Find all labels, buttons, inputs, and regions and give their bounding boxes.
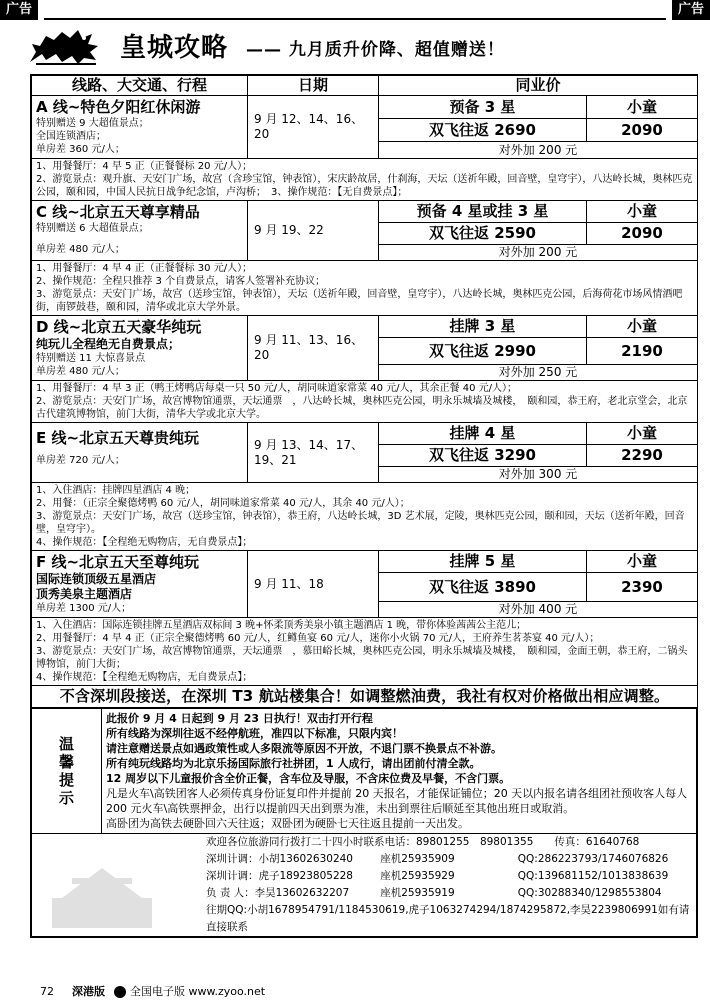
tips-label-char-2: 馨 (58, 753, 74, 771)
top-rule (44, 18, 666, 20)
header (0, 22, 710, 70)
route-a-single: 单房差 360 元/人； (36, 144, 125, 155)
table-header-row (32, 76, 698, 96)
route-f-info (32, 551, 248, 618)
route-e-dates: 9 月 13、14、17、19、21 (248, 423, 379, 483)
route-f-extra: 对外加 400 元 (379, 601, 698, 617)
contact-2-name: 深圳计调：虎子18923805228 (206, 870, 353, 882)
route-d-dates: 9 月 11、13、16、20 (248, 316, 379, 381)
contact-1-qq: QQ:286223793/1746076826 (517, 853, 669, 865)
column-header-price: 同业价 (379, 76, 698, 96)
route-a-name: A 线~特色夕阳红休闲游 (36, 98, 201, 116)
route-d-info (32, 316, 248, 381)
route-d-child-label: 小童 (587, 316, 698, 338)
edition-website: 全国电子版 www.zyoo.net (130, 985, 266, 998)
tips-row (32, 709, 697, 834)
page-footer (0, 983, 710, 1000)
tip-line-7: 高卧团为高铁去硬卧回六天往返；双卧团为硬卧七天往返且提前一天出发。 (106, 817, 469, 830)
tips-content (102, 709, 697, 834)
route-e-adult-price: 双飞往返 3290 (379, 445, 587, 467)
route-f-detail-2: 2、用餐餐厅：4 早 4 正（正宗全聚德烤鸭 60 元/人，红鳟鱼宴 60 元/人，迷你小火锅 70 元/人，王府养生茗茶宴 40 元/人）； (36, 633, 600, 644)
route-a-note-2: 全国连锁酒店； (36, 131, 106, 142)
qilin-logo-icon (26, 24, 106, 68)
route-f-adult-price: 双飞往返 3890 (379, 573, 587, 601)
route-d-detail-1: 1、用餐餐厅：4 早 3 正（鸭王烤鸭店每桌一只 50 元/人，胡同味道家常菜 40 元/人，其余正餐 40 元/人）； (36, 383, 517, 394)
route-c-note-1: 特别赠送 6 大超值景点； (36, 223, 149, 234)
route-a-details (32, 159, 698, 201)
route-d-sub: 纯玩儿全程绝无自费景点； (36, 337, 181, 351)
route-f-row (32, 551, 698, 573)
route-c-child-price: 2090 (587, 223, 698, 245)
route-a-adult-price: 双飞往返 2690 (379, 119, 587, 142)
route-e-child-label: 小童 (587, 423, 698, 445)
route-e-detail-3: 3、游览景点：天安门广场，故宫（送珍宝馆，钟表馆），恭王府，八达岭长城，3D 艺术展，定陵，奥林匹克公园，颐和园，天坛（送祈年殿，回音壁，皇穹宇）。 (36, 511, 685, 535)
route-d-extra: 对外加 250 元 (379, 364, 698, 380)
route-c-detail-1: 1、用餐餐厅：4 早 4 正（正餐餐标 30 元/人）； (36, 263, 253, 274)
route-e-detail-2: 2、用餐：（正宗全聚德烤鸭 60 元/人，胡同味道家常菜 40 元/人，其余 40 元/人）； (36, 498, 410, 509)
edition-badge-icon (114, 986, 126, 998)
route-d-row (32, 316, 698, 338)
route-f-detail-3: 3、游览景点：天安门广场，故宫博物馆通票，天坛通票 ，慕田峪长城，奥林匹克公园，明永乐城墙及城楼， 颐和园，金面王朝，恭王府，二锅头博物馆，前门大街； (36, 646, 688, 670)
ad-tag-right: 广告 (672, 0, 710, 20)
tip-line-6: 凡是火车\高铁团客人必须传真身份证复印件并提前 20 天报名，才能保证铺位；20 天以内报名请各组团社预收客人每人 200 元火车\高铁票押金，出行以提前四天出到票为准，未出到票往后顺延至其他出班日或取消。 (106, 787, 688, 815)
contact-past-qq: 往期QQ:小胡1678954791/1184530619,虎子1063274294/1874295872,李昊2239806991如有请直接联系 (206, 904, 690, 933)
route-d-detail-2: 2、游览景点：天安门广场，故宫博物馆通票，天坛通票 ，八达岭长城，奥林匹克公园，明永乐城墙及城楼， 颐和园，恭王府，老北京堂会，北京古代建筑博物馆，前门大街，清华大学或北京大学。 (36, 396, 688, 420)
price-table (30, 74, 698, 938)
route-a-extra: 对外加 200 元 (379, 142, 698, 159)
column-header-route: 线路、大交通、行程 (32, 76, 248, 96)
route-f-single: 单房差 1300 元/人； (36, 603, 132, 614)
route-d-single: 单房差 480 元/人； (36, 366, 125, 377)
route-f-details (32, 618, 698, 686)
contact-3-qq: QQ:30288340/1298553804 (517, 887, 662, 899)
route-c-adult-price: 双飞往返 2590 (379, 223, 587, 245)
route-e-name: E 线~北京五天尊贵纯玩 (36, 429, 200, 447)
contact-welcome: 欢迎各位旅游同行拨打二十四小时联系电话：89801255 89801355 传真：61640768 (206, 836, 640, 848)
route-e-detail-4: 4、操作规范：【全程绝无购物店，无自费景点】； (36, 537, 253, 548)
route-f-name: F 线~北京五天至尊纯玩 (36, 553, 200, 571)
route-f-child-price: 2390 (587, 573, 698, 601)
route-c-child-label: 小童 (587, 201, 698, 223)
route-a-note-1: 特别赠送 9 大超值景点； (36, 118, 149, 129)
route-a-child-label: 小童 (587, 96, 698, 119)
route-d-std: 挂牌 3 星 (379, 316, 587, 338)
tips-label-char-3: 提 (58, 771, 74, 789)
tips-label-char-1: 温 (58, 735, 74, 753)
contact-2-qq: QQ:139681152/1013838639 (517, 870, 669, 882)
route-c-name: C 线~北京五天尊享精品 (36, 203, 200, 221)
route-f-detail-4: 4、操作规范：【全程绝无购物店，无自费景点】； (36, 672, 253, 683)
tip-line-5: 12 周岁以下儿童报价含全价正餐，含车位及导服，不含床位费及早餐，不含门票。 (106, 772, 511, 785)
route-c-dates: 9 月 19、22 (248, 201, 379, 261)
route-f-std: 挂牌 5 星 (379, 551, 587, 573)
route-a-row (32, 96, 698, 119)
route-c-extra: 对外加 200 元 (379, 245, 698, 261)
tip-line-4: 所有纯玩线路均为北京乐扬国际旅行社拼团，1 人成行，请出团前付清全款。 (106, 757, 481, 770)
contact-block (32, 834, 697, 937)
column-header-date: 日期 (248, 76, 379, 96)
route-f-note-1: 顶秀美泉主题酒店 (36, 587, 133, 601)
route-e-std: 挂牌 4 星 (379, 423, 587, 445)
route-e-details (32, 483, 698, 551)
tip-line-1: 此报价 9 月 4 日起到 9 月 23 日执行！双击打开行程 (106, 712, 373, 725)
route-a-child-price: 2090 (587, 119, 698, 142)
route-c-row (32, 201, 698, 223)
route-c-detail-3: 3、游览景点：天安门广场，故宫（送珍宝馆，钟表馆），天坛（送祈年殿，回音壁，皇穹宇），八达岭长城，奥林匹克公园，后海荷花市场风情酒吧街，南锣鼓巷，颐和园，清华或北京大学外景。 (36, 289, 683, 313)
route-e-row (32, 423, 698, 445)
route-d-note-1: 特别赠送 11 大惊喜景点 (36, 353, 146, 364)
route-f-sub: 国际连锁顶级五星酒店 (36, 572, 157, 586)
tip-line-3: 请注意赠送景点如遇政策性或人多限流等原因不开放，不退门票不换景点不补游。 (106, 742, 502, 755)
page-number: 72 (40, 985, 54, 998)
route-f-child-label: 小童 (587, 551, 698, 573)
route-e-info (32, 423, 248, 483)
tips-label-char-4: 示 (58, 789, 74, 807)
contact-2-phone: 座机25935929 (380, 870, 455, 882)
tips-label (32, 709, 102, 834)
route-a-info (32, 96, 248, 159)
tiananmen-watermark-icon (42, 838, 162, 938)
contact-3-phone: 座机25935919 (380, 887, 455, 899)
edition-label: 深港版 (72, 985, 105, 998)
route-f-dates: 9 月 11、18 (248, 551, 379, 618)
route-e-detail-1: 1、入住酒店：挂牌四星酒店 4 晚； (36, 485, 196, 496)
route-a-detail-2: 2、游览景点：观升旗、天安门广场，故宫（含珍宝馆，钟表馆），宋庆龄故居，什刹海，天坛（送祈年殿，回音壁，皇穹宇），八达岭长城，奥林匹克公园，颐和园，中国人民抗日战争纪念馆，卢沟桥； 3、操作规范：【无自费景点】； (36, 174, 693, 198)
tip-line-2: 所有线路为深圳往返不经停航班，准四以下标准，只限内宾！ (106, 727, 403, 740)
route-d-name: D 线~北京五天豪华纯玩 (36, 318, 202, 336)
contact-3-name: 负 责 人：李昊13602632207 (206, 887, 350, 899)
page-subtitle: —— 九月质升价降、超值赠送！ (246, 40, 505, 60)
page-title: 皇城攻略 (120, 33, 229, 63)
contact-1-name: 深圳计调：小胡13602630240 (206, 853, 353, 865)
route-c-single: 单房差 480 元/人； (36, 244, 125, 255)
route-a-detail-1: 1、用餐餐厅：4 早 5 正（正餐餐标 20 元/人）； (36, 161, 253, 172)
route-a-dates: 9 月 12、14、16、20 (248, 96, 379, 159)
route-e-child-price: 2290 (587, 445, 698, 467)
notice-strip: 不含深圳段接送，在深圳 T3 航站楼集合！如调整燃油费，我社有权对价格做出相应调整。 (32, 686, 698, 708)
route-a-std: 预备 3 星 (379, 96, 587, 119)
route-d-details (32, 381, 698, 423)
route-e-single: 单房差 720 元/人； (36, 455, 125, 466)
route-d-child-price: 2190 (587, 338, 698, 364)
contact-1-phone: 座机25935909 (380, 853, 455, 865)
ad-tag-left: 广告 (0, 0, 38, 20)
route-c-details (32, 261, 698, 316)
route-c-std: 预备 4 星或挂 3 星 (379, 201, 587, 223)
route-f-detail-1: 1、入住酒店：国际连锁挂牌五星酒店双标间 3 晚+怀柔顶秀美泉小镇主题酒店 1 晚，带你体验茜茜公主范儿； (36, 620, 527, 631)
route-d-adult-price: 双飞往返 2990 (379, 338, 587, 364)
route-c-info (32, 201, 248, 261)
route-c-detail-2: 2、操作规范：全程只推荐 3 个自费景点，请客人签署补充协议； (36, 276, 326, 287)
route-e-extra: 对外加 300 元 (379, 467, 698, 483)
